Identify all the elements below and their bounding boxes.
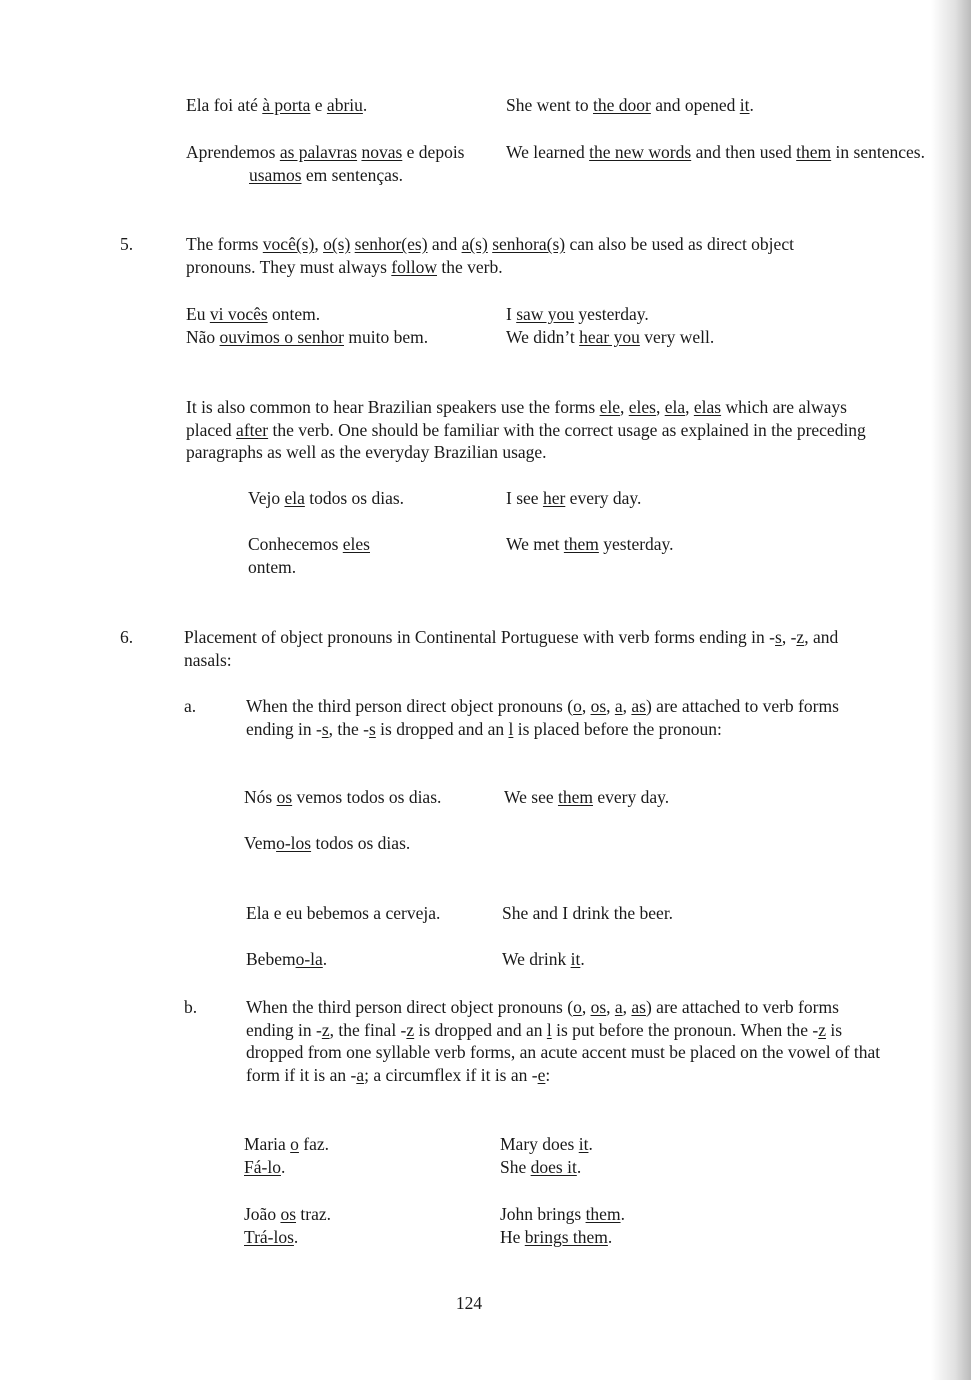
example-en: We drink it.: [502, 949, 585, 969]
example-en: We see them every day.: [504, 787, 670, 807]
example-pt: Fá-lo.: [244, 1157, 286, 1177]
item-text: The forms você(s), o(s) senhor(es) and a(s) senhora(s) can also be used as direct object pronouns. They must always follow the verb.: [186, 234, 794, 277]
example-en: We didn’t hear you very well.: [506, 327, 715, 347]
example-pt: Vemo-los todos os dias.: [244, 833, 411, 853]
example-pt: Trá-los.: [244, 1227, 299, 1247]
page-number: 124: [455, 1293, 483, 1313]
example-pt: Conhecemos eles ontem.: [248, 534, 370, 577]
example-pt: Vejo ela todos os dias.: [248, 488, 405, 508]
item-number: 6.: [120, 627, 134, 647]
example-en: I saw you yesterday.: [506, 304, 649, 324]
example-pt: Ela e eu bebemos a cerveja.: [246, 903, 441, 923]
subitem-text: When the third person direct object pronouns (o, os, a, as) are attached to verb forms ending in -z, the final -z is dropped and an l is put before the pronoun. When the -z is dropped from one syllable verb forms, an acute accent must be placed on the vowel of that form if it is an -a; a circumflex if it is an -e:: [246, 997, 881, 1085]
paragraph: It is also common to hear Brazilian speakers use the forms ele, eles, ela, elas which are always placed after the verb. One should be familiar with the correct usage as explained in the preceding paragraphs as well as the everyday Brazilian usage.: [186, 397, 866, 462]
example-pt: Bebemo-la.: [246, 949, 328, 969]
subitem-letter: b.: [184, 997, 198, 1017]
example-pt: Não ouvimos o senhor muito bem.: [186, 327, 429, 347]
example-pt: João os traz.: [244, 1204, 331, 1224]
example-pt: Eu vi vocês ontem.: [186, 304, 321, 324]
example-pt: Nós os vemos todos os dias.: [244, 787, 442, 807]
example-en: She does it.: [500, 1157, 582, 1177]
example-en: She and I drink the beer.: [502, 903, 674, 923]
item-number: 5.: [120, 234, 134, 254]
example-pt: Aprendemos as palavras novas e depois usamos em sentenças.: [186, 142, 465, 185]
page-edge-shadow: [931, 0, 971, 1380]
example-en: John brings them.: [500, 1204, 625, 1224]
example-en: Mary does it.: [500, 1134, 593, 1154]
subitem-letter: a.: [184, 696, 197, 716]
example-pt: Ela foi até à porta e abriu.: [186, 95, 368, 115]
example-en: I see her every day.: [506, 488, 642, 508]
example-pt: Maria o faz.: [244, 1134, 330, 1154]
example-en: She went to the door and opened it.: [506, 95, 754, 115]
subitem-text: When the third person direct object pronouns (o, os, a, as) are attached to verb forms ending in -s, the -s is dropped and an l is placed before the pronoun:: [246, 696, 839, 739]
item-text: Placement of object pronouns in Continental Portuguese with verb forms ending in -s, -z, and nasals:: [184, 627, 839, 670]
example-en: We learned the new words and then used them in sentences.: [506, 142, 925, 162]
example-en: We met them yesterday.: [506, 534, 674, 554]
example-en: He brings them.: [500, 1227, 613, 1247]
